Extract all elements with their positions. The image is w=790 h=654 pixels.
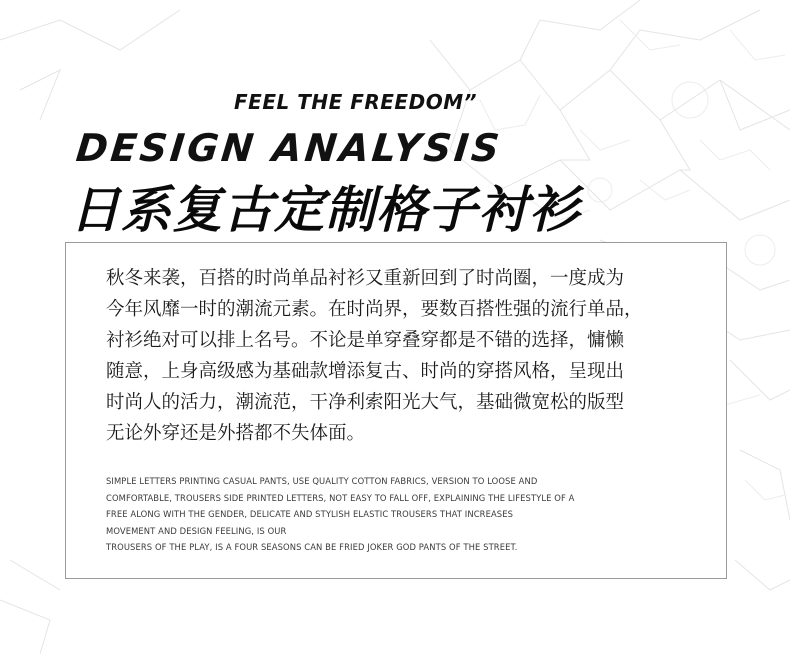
description-chinese [106, 263, 706, 449]
description-line: 无论外穿还是外搭都不失体面。 [106, 423, 366, 444]
description-line: 衬衫绝对可以排上名号。不论是单穿叠穿都是不错的选择，慵懒 [106, 330, 625, 351]
english-line: FREE ALONG WITH THE GENDER, DELICATE AND STYLISH ELASTIC TROUSERS THAT INCREASES [106, 509, 514, 520]
description-card [65, 242, 727, 579]
english-line: MOVEMENT AND DESIGN FEELING, IS OUR [106, 525, 287, 536]
description-line: 随意，上身高级感为基础款增添复古、时尚的穿搭风格，呈现出 [106, 361, 625, 382]
description-line: 今年风靡一时的潮流元素。在时尚界，要数百搭性强的流行单品， [106, 299, 643, 320]
product-title: 日系复古定制格子衬衫 [70, 181, 580, 239]
tagline: FEEL THE FREEDOM” [234, 90, 477, 114]
english-line: COMFORTABLE, TROUSERS SIDE PRINTED LETTERS, NOT EASY TO FALL OFF, EXPLAINING THE LIFESTYLE OF A [106, 492, 575, 503]
section-title-english: DESIGN ANALYSIS [74, 126, 505, 170]
description-english [106, 473, 716, 556]
description-line: 秋冬来袭，百搭的时尚单品衬衫又重新回到了时尚圈，一度成为 [106, 268, 625, 289]
english-line: TROUSERS OF THE PLAY, IS A FOUR SEASONS CAN BE FRIED JOKER GOD PANTS OF THE STREET. [106, 542, 518, 553]
description-line: 时尚人的活力，潮流范，干净利索阳光大气，基础微宽松的版型 [106, 392, 625, 413]
english-line: SIMPLE LETTERS PRINTING CASUAL PANTS, USE QUALITY COTTON FABRICS, VERSION TO LOOSE AND [106, 476, 538, 486]
